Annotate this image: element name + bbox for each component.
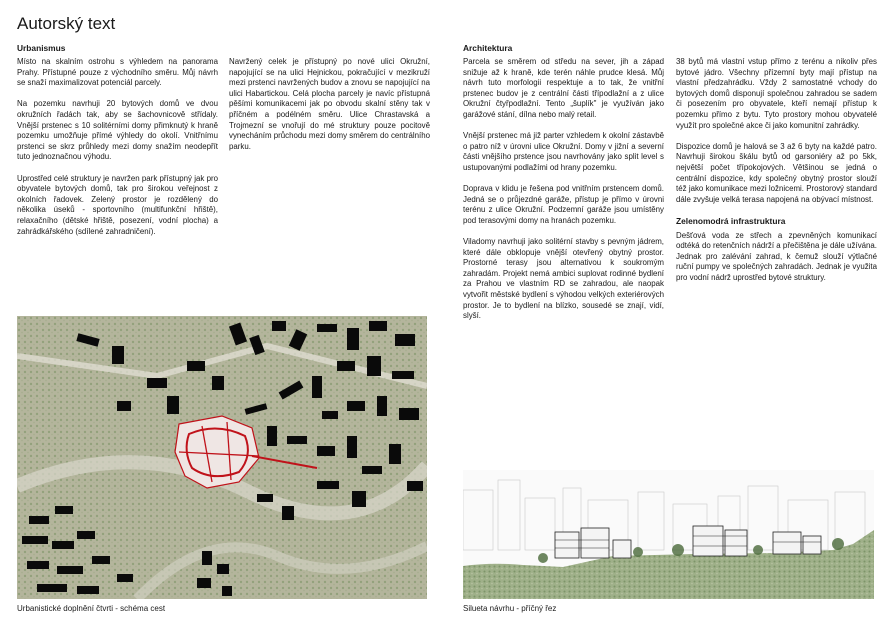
heading-zelenomodra: Zelenomodrá infrastruktura <box>676 215 786 226</box>
section-drawing <box>463 470 874 599</box>
paragraph: Dispozice domů je halová se 3 až 6 byty na každé patro. Navrhuji širokou škálu bytů od garsoniéry až po 5kk, největší počet třípokojových. Většinou se jedná o centrální dispozice, kdy společný obytný prostor slouží též jako komunikace mezi ložnicemi. Prostorový standard dále zvyšuje velká terasa napojená na obývací místnost. <box>676 141 877 204</box>
section-drawing-image <box>463 470 874 599</box>
urbanismus-column-1 <box>17 57 218 248</box>
heading-urbanismus: Urbanismus <box>17 43 66 53</box>
map-caption: Urbanistické doplnění čtvrti - schéma cest <box>17 604 166 613</box>
paragraph: Na pozemku navrhuji 20 bytových domů ve dvou okružních řadách tak, aby se šachovnicově střídaly. Vnější prstenec s 10 solitérními domy přimknutý k hraně pozemku umožňuje přímé výhledy do okolí. Vnitřnímu prstenci se skrz průhledy mezi domy snažím neodepřít tuto jednoznačnou výhodu. <box>17 99 218 162</box>
page-title: Autorský text <box>17 14 116 33</box>
architektura-column-2 <box>676 57 877 294</box>
paragraph: Doprava v klidu je řešena pod vnitřním prstencem domů. Jedná se o průjezdné garáže, přístup je přímo v úrovni terénu z ulice Okružní. Podzemní garáže jsou umístěny pod terasovými domy na hranách pozemku. <box>463 184 664 225</box>
map-drawing <box>17 316 427 599</box>
paragraph: Dešťová voda ze střech a zpevněných komunikací odtéká do retenčních nádrží a přečištěna je dále užívána. Jednak pro zalévání zahrad, k čemuž slouží výtlačné ruční pumpy ve společných zahradách. Jednak je využita pro vodní nádrž uprostřed bytové struktury. <box>676 230 877 282</box>
paragraph: Parcela se směrem od středu na sever, jih a západ snižuje až k hraně, kde terén náhle prudce klesá. Můj návrh tuto morfologii respektuje a to tak, že vnitřní prstenec budov je z centrální části třípodlažní a z ulice Okružní čtyřpodlažní. Tento „šuplík" je využíván jako garážové stání, dílna nebo malý retail. <box>463 57 664 119</box>
paragraph: Uprostřed celé struktury je navržen park přístupný jak pro obyvatele bytových domů, tak pro širokou veřejnost z okolních řadovek. Zelený prostor je rozdělený do několika úseků - sportovního (multifunkční hřiště), relaxačního (dětské hřiště, posezení, vodní plocha) a zahrádkářského (sdílené zahradničení). <box>17 173 218 236</box>
paragraph: 38 bytů má vlastní vstup přímo z terénu a nikoliv přes bytové jádro. Všechny přízemní byty mají přístup na vlastní předzahrádku. Vždy 2 samostatné vchody do bytových domů disponují společnou zahradou se sadem či posezením pro obyvatele, kteří nemají přístup k pozemku přímo z bytu. Tyto prostory mohou obyvatelé využít pro společné akce či jako komunitní zahrádky. <box>676 57 877 130</box>
paragraph: Viladomy navrhuji jako solitérní stavby s pevným jádrem, které dále obklopuje vnější otevřený obytný prostor. Prostorné terasy jsou alternativou k soukromým zahradám. Projekt nemá ambici suplovat rodinné bydlení za Prahou ve vlastním RD se zahradou, ale naopak vytvořit městské bydlení s výhodou velkých exteriérových prostor. Je to bydlení na blízko, sousedé se znají, vidí, slyší. <box>463 237 664 321</box>
paragraph: Vnější prstenec má již parter vzhledem k okolní zástavbě o patro níž v úrovni ulice Okružní. Domy v jižní a severní části vnějšího prstence jsou navrhovány jako split level s ustupovanými podlažími od hrany pozemku. <box>463 131 664 172</box>
architektura-column-1 <box>463 57 664 332</box>
urban-map-image <box>17 316 427 599</box>
urbanismus-column-2 <box>229 57 430 163</box>
section-caption: Silueta návrhu - příčný řez <box>463 604 557 613</box>
paragraph: Navržený celek je přístupný po nové ulici Okružní, napojující se na ulici Hejnickou, pokračující v mezikruží mezi prstenci navržených budov a znovu se napojující na ulici Habartickou. Celá plocha parcely je navíc přístupná pěšími komunikacemi jak po obvodu skalní stěny tak v příčném a podélném směru. Ulice Chrastavská a Trojmezní se vnořují do mé struktury pouze pocitově vynecháním průchodu mezi domy směrem do centrálního parku. <box>229 57 430 151</box>
heading-architektura: Architektura <box>463 43 513 53</box>
paragraph: Místo na skalním ostrohu s výhledem na panorama Prahy. Přístupné pouze z východního směru. Můj návrh se snaží maximalizovat potenciál parcely. <box>17 57 218 88</box>
